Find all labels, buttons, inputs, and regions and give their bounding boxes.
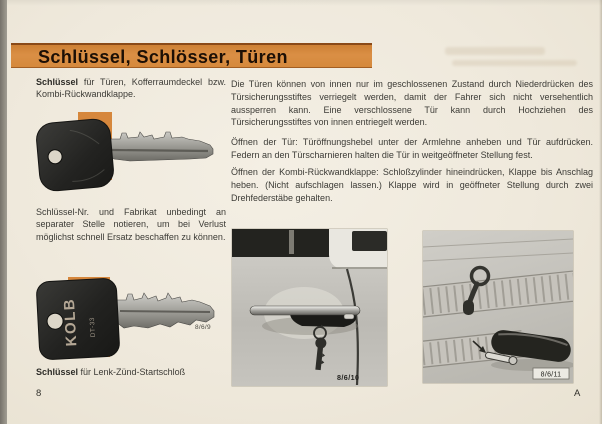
page-number: 8 bbox=[36, 388, 42, 399]
scan-edge-left bbox=[0, 0, 7, 424]
left-paragraph-keys-rest: für Türen, Kofferraumdeckel bzw. Kombi-Rückwandklappe. bbox=[36, 77, 226, 100]
bleed-through-smudge bbox=[445, 47, 545, 55]
door-key-illustration bbox=[30, 108, 225, 203]
key-brand-text: KOLB bbox=[60, 297, 81, 347]
ignition-key-caption-rest: für Lenk-Zünd-Startschloß bbox=[78, 367, 186, 377]
right-paragraph-tailgate: Öffnen der Kombi-Rückwandklappe: Schloßzylinder hineindrücken, Klappe bis Anschlag heben. (Nicht aufschlagen lassen.) Klappe wird in geöffneter Stellung durch zwei Drehfederstäbe gehalten. bbox=[231, 167, 593, 203]
interior-door-panel-photo bbox=[423, 231, 573, 383]
exterior-door-handle-illustration bbox=[232, 229, 387, 386]
right-paragraph-door-opening: Öffnen der Tür: Türöffnungshebel unter der Armlehne anheben und Tür aufdrücken. Federn an den Türscharnieren halten die Tür in weitgeöffneter Stellung fest. bbox=[231, 137, 593, 160]
left-paragraph-keys-lead: Schlüssel bbox=[36, 77, 79, 87]
right-paragraph-door-locking: Die Türen können von innen nur im geschlossenen Zustand durch Niederdrücken des Türsicherungsstiftes verriegelt werden, damit der Fahrer sich nicht versehentlich aussperren kann. Eine verschlossene Tür kann durch Hochziehen des Türsicherungsstiftes von innen entriegelt werden. bbox=[231, 79, 593, 128]
exterior-door-handle-photo bbox=[232, 229, 387, 386]
section-title-bar bbox=[11, 43, 372, 68]
figure-number-label: 8/6/10 bbox=[337, 373, 360, 382]
figure-number-label: 8/6/9 bbox=[195, 324, 211, 331]
ignition-key-caption-lead: Schlüssel bbox=[36, 367, 79, 377]
left-paragraph-keys bbox=[36, 76, 226, 101]
figure-number-label: 8/6/11 bbox=[540, 371, 562, 379]
door-key-photo bbox=[30, 108, 225, 203]
key-code-text: DT-33 bbox=[88, 316, 97, 338]
interior-door-panel-illustration bbox=[423, 231, 573, 383]
left-paragraph-key-number: Schlüssel-Nr. und Fabrikat unbedingt an separater Stelle notieren, um bei Verlust möglichst schnell Ersatz beschaffen zu können. bbox=[36, 207, 226, 242]
section-letter: A bbox=[574, 388, 581, 399]
ignition-key-photo bbox=[28, 272, 223, 364]
ignition-key-caption bbox=[36, 366, 226, 378]
ignition-key-illustration bbox=[28, 272, 223, 364]
page-title: Schlüssel, Schlösser, Türen bbox=[38, 47, 288, 67]
bleed-through-smudge bbox=[452, 60, 577, 66]
